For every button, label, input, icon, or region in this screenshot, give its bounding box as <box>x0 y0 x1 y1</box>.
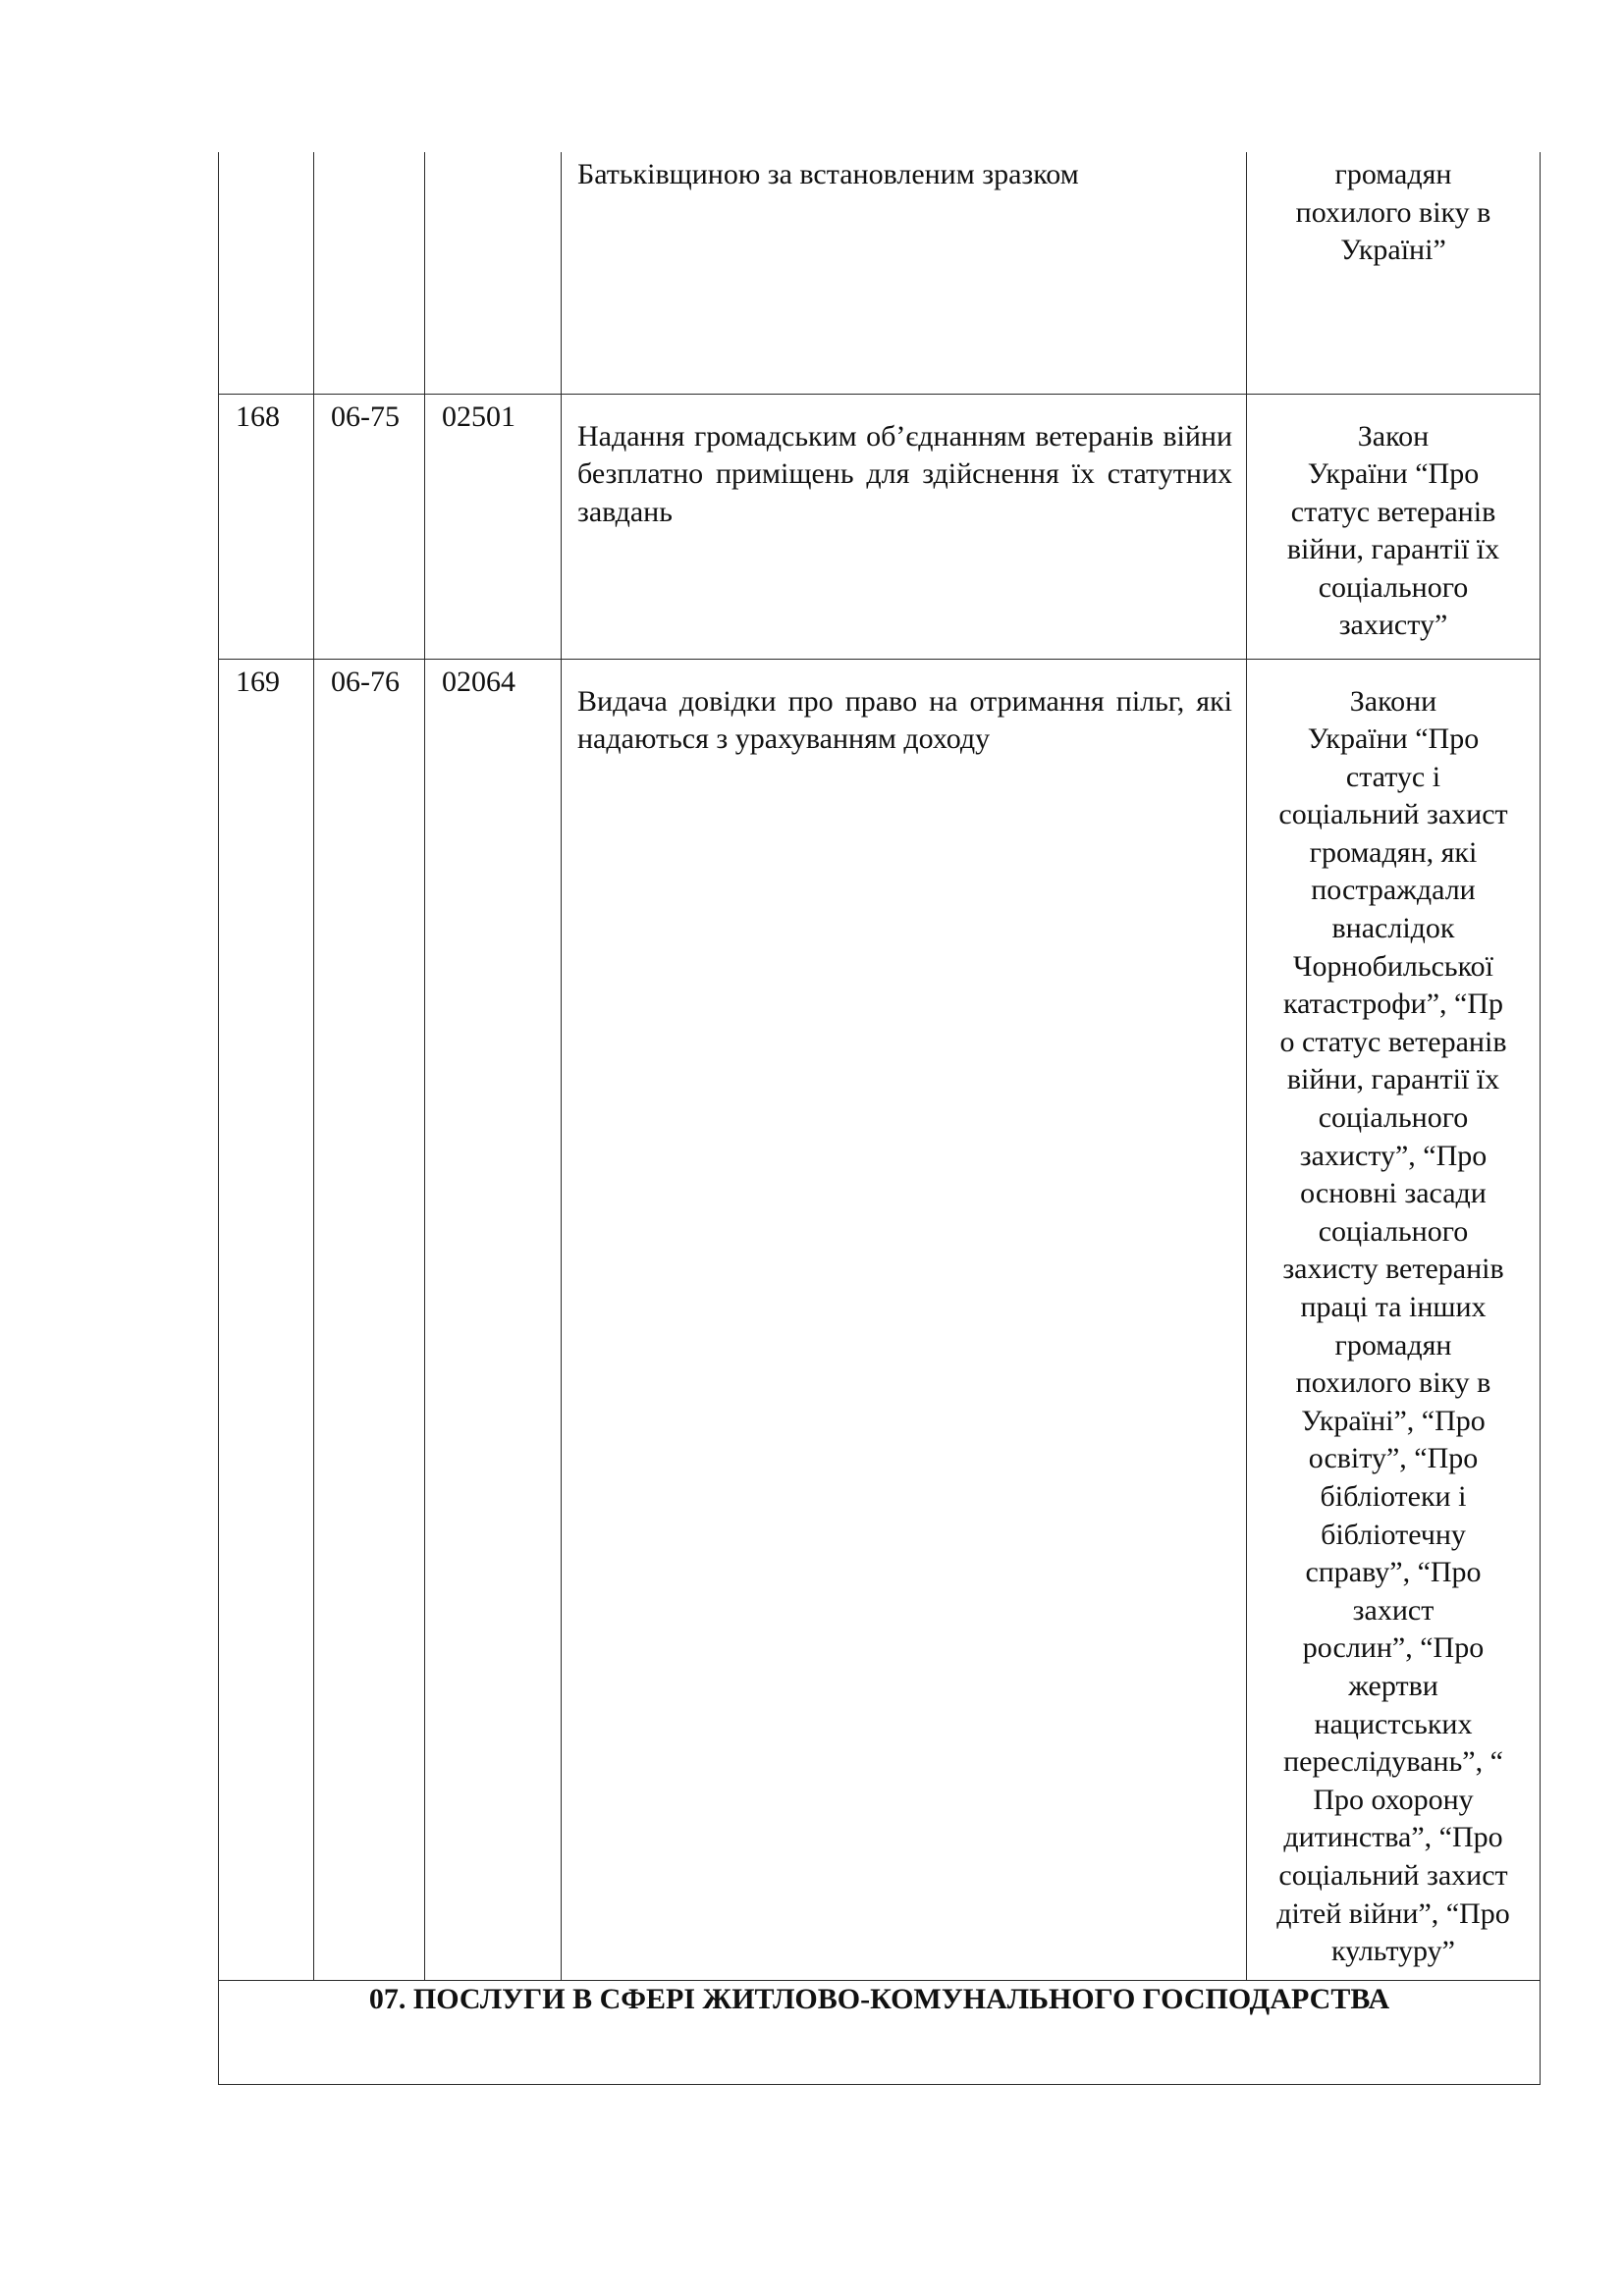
row-id-cell: 02501 <box>425 394 562 659</box>
legal-basis-line: Про охорону <box>1313 1783 1474 1816</box>
legal-basis-line: Україні”, “Про <box>1301 1404 1486 1437</box>
legal-basis-line: Україні” <box>1340 234 1446 267</box>
legal-basis-line: о статус ветеранів <box>1279 1025 1507 1058</box>
row-code-cell: 06-76 <box>314 659 425 1980</box>
legal-basis-line: соціальний захист <box>1278 1858 1508 1892</box>
row-number-cell <box>219 152 314 394</box>
legal-basis-line: України “Про <box>1307 457 1480 491</box>
legal-basis-line: статус і <box>1345 760 1441 793</box>
legal-basis <box>1247 152 1541 394</box>
legal-basis-line: України “Про <box>1307 722 1480 756</box>
legal-basis-line: рослин”, “Про <box>1302 1631 1485 1665</box>
row-code-cell: 06-75 <box>314 394 425 659</box>
legal-basis-line: переслідувань”, “ <box>1283 1745 1503 1779</box>
legal-basis-line: захист <box>1352 1593 1435 1627</box>
legal-basis-line: захисту” <box>1338 609 1448 642</box>
services-table <box>218 152 1541 2085</box>
legal-basis-line: катастрофи”, “Пр <box>1282 988 1504 1021</box>
legal-basis-line: соціального <box>1318 1214 1469 1248</box>
legal-basis-line: Чорнобильської <box>1293 949 1493 983</box>
row-number-cell: 168 <box>219 394 314 659</box>
legal-basis-line: справу”, “Про <box>1305 1556 1482 1589</box>
legal-basis-line: соціальний захист <box>1278 798 1508 831</box>
legal-basis-line: похилого віку в <box>1295 1366 1491 1400</box>
row-id-cell: 02064 <box>425 659 562 1980</box>
table-row <box>219 152 1541 394</box>
legal-basis-line: статус ветеранів <box>1290 495 1496 528</box>
service-description: Батьківщиною за встановленим зразком <box>562 152 1247 394</box>
service-description: Видача довідки про право на отримання пільг, які надаються з урахуванням доходу <box>562 659 1247 1980</box>
legal-basis <box>1247 394 1541 659</box>
legal-basis-line: Закони <box>1349 684 1437 718</box>
legal-basis-line: захисту ветеранів <box>1282 1253 1504 1286</box>
legal-basis <box>1247 659 1541 1980</box>
legal-basis-line: постраждали <box>1311 874 1476 907</box>
row-number-cell: 169 <box>219 659 314 1980</box>
legal-basis-line: бібліотечну <box>1321 1518 1466 1551</box>
legal-basis-line: війни, гарантії їх <box>1286 533 1500 566</box>
section-heading: 07. ПОСЛУГИ В СФЕРІ ЖИТЛОВО-КОМУНАЛЬНОГО ГОСПОДАРСТВА <box>219 1980 1541 2084</box>
legal-basis-line: освіту”, “Про <box>1308 1442 1479 1475</box>
legal-basis-line: соціального <box>1318 1101 1469 1135</box>
legal-basis-line: похилого віку в <box>1295 195 1491 229</box>
legal-basis-line: Закон <box>1357 419 1430 453</box>
table-row <box>219 394 1541 659</box>
table-row <box>219 659 1541 1980</box>
legal-basis-line: внаслідок <box>1331 912 1455 945</box>
legal-basis-line: основні засади <box>1300 1177 1487 1210</box>
legal-basis-line: громадян, які <box>1309 835 1478 869</box>
section-heading-row <box>219 1980 1541 2084</box>
legal-basis-line: дитинства”, “Про <box>1283 1821 1503 1854</box>
row-id-cell <box>425 152 562 394</box>
legal-basis-line: праці та інших <box>1300 1291 1487 1323</box>
legal-basis-line: війни, гарантії їх <box>1286 1063 1500 1096</box>
legal-basis-line: нацистських <box>1314 1707 1473 1740</box>
legal-basis-line: соціального <box>1318 570 1469 604</box>
legal-basis-line: громадян <box>1334 158 1452 190</box>
legal-basis-line: жертви <box>1348 1669 1438 1702</box>
row-code-cell <box>314 152 425 394</box>
legal-basis-line: бібліотеки і <box>1320 1479 1467 1513</box>
service-description: Надання громадським об’єднанням ветеранів війни безплатно приміщень для здійснення їх статутних завдань <box>562 394 1247 659</box>
legal-basis-line: захисту”, “Про <box>1299 1139 1488 1172</box>
legal-basis-line: дітей війни”, “Про <box>1276 1896 1510 1930</box>
legal-basis-line: культуру” <box>1331 1935 1455 1968</box>
legal-basis-line: громадян <box>1334 1328 1452 1362</box>
